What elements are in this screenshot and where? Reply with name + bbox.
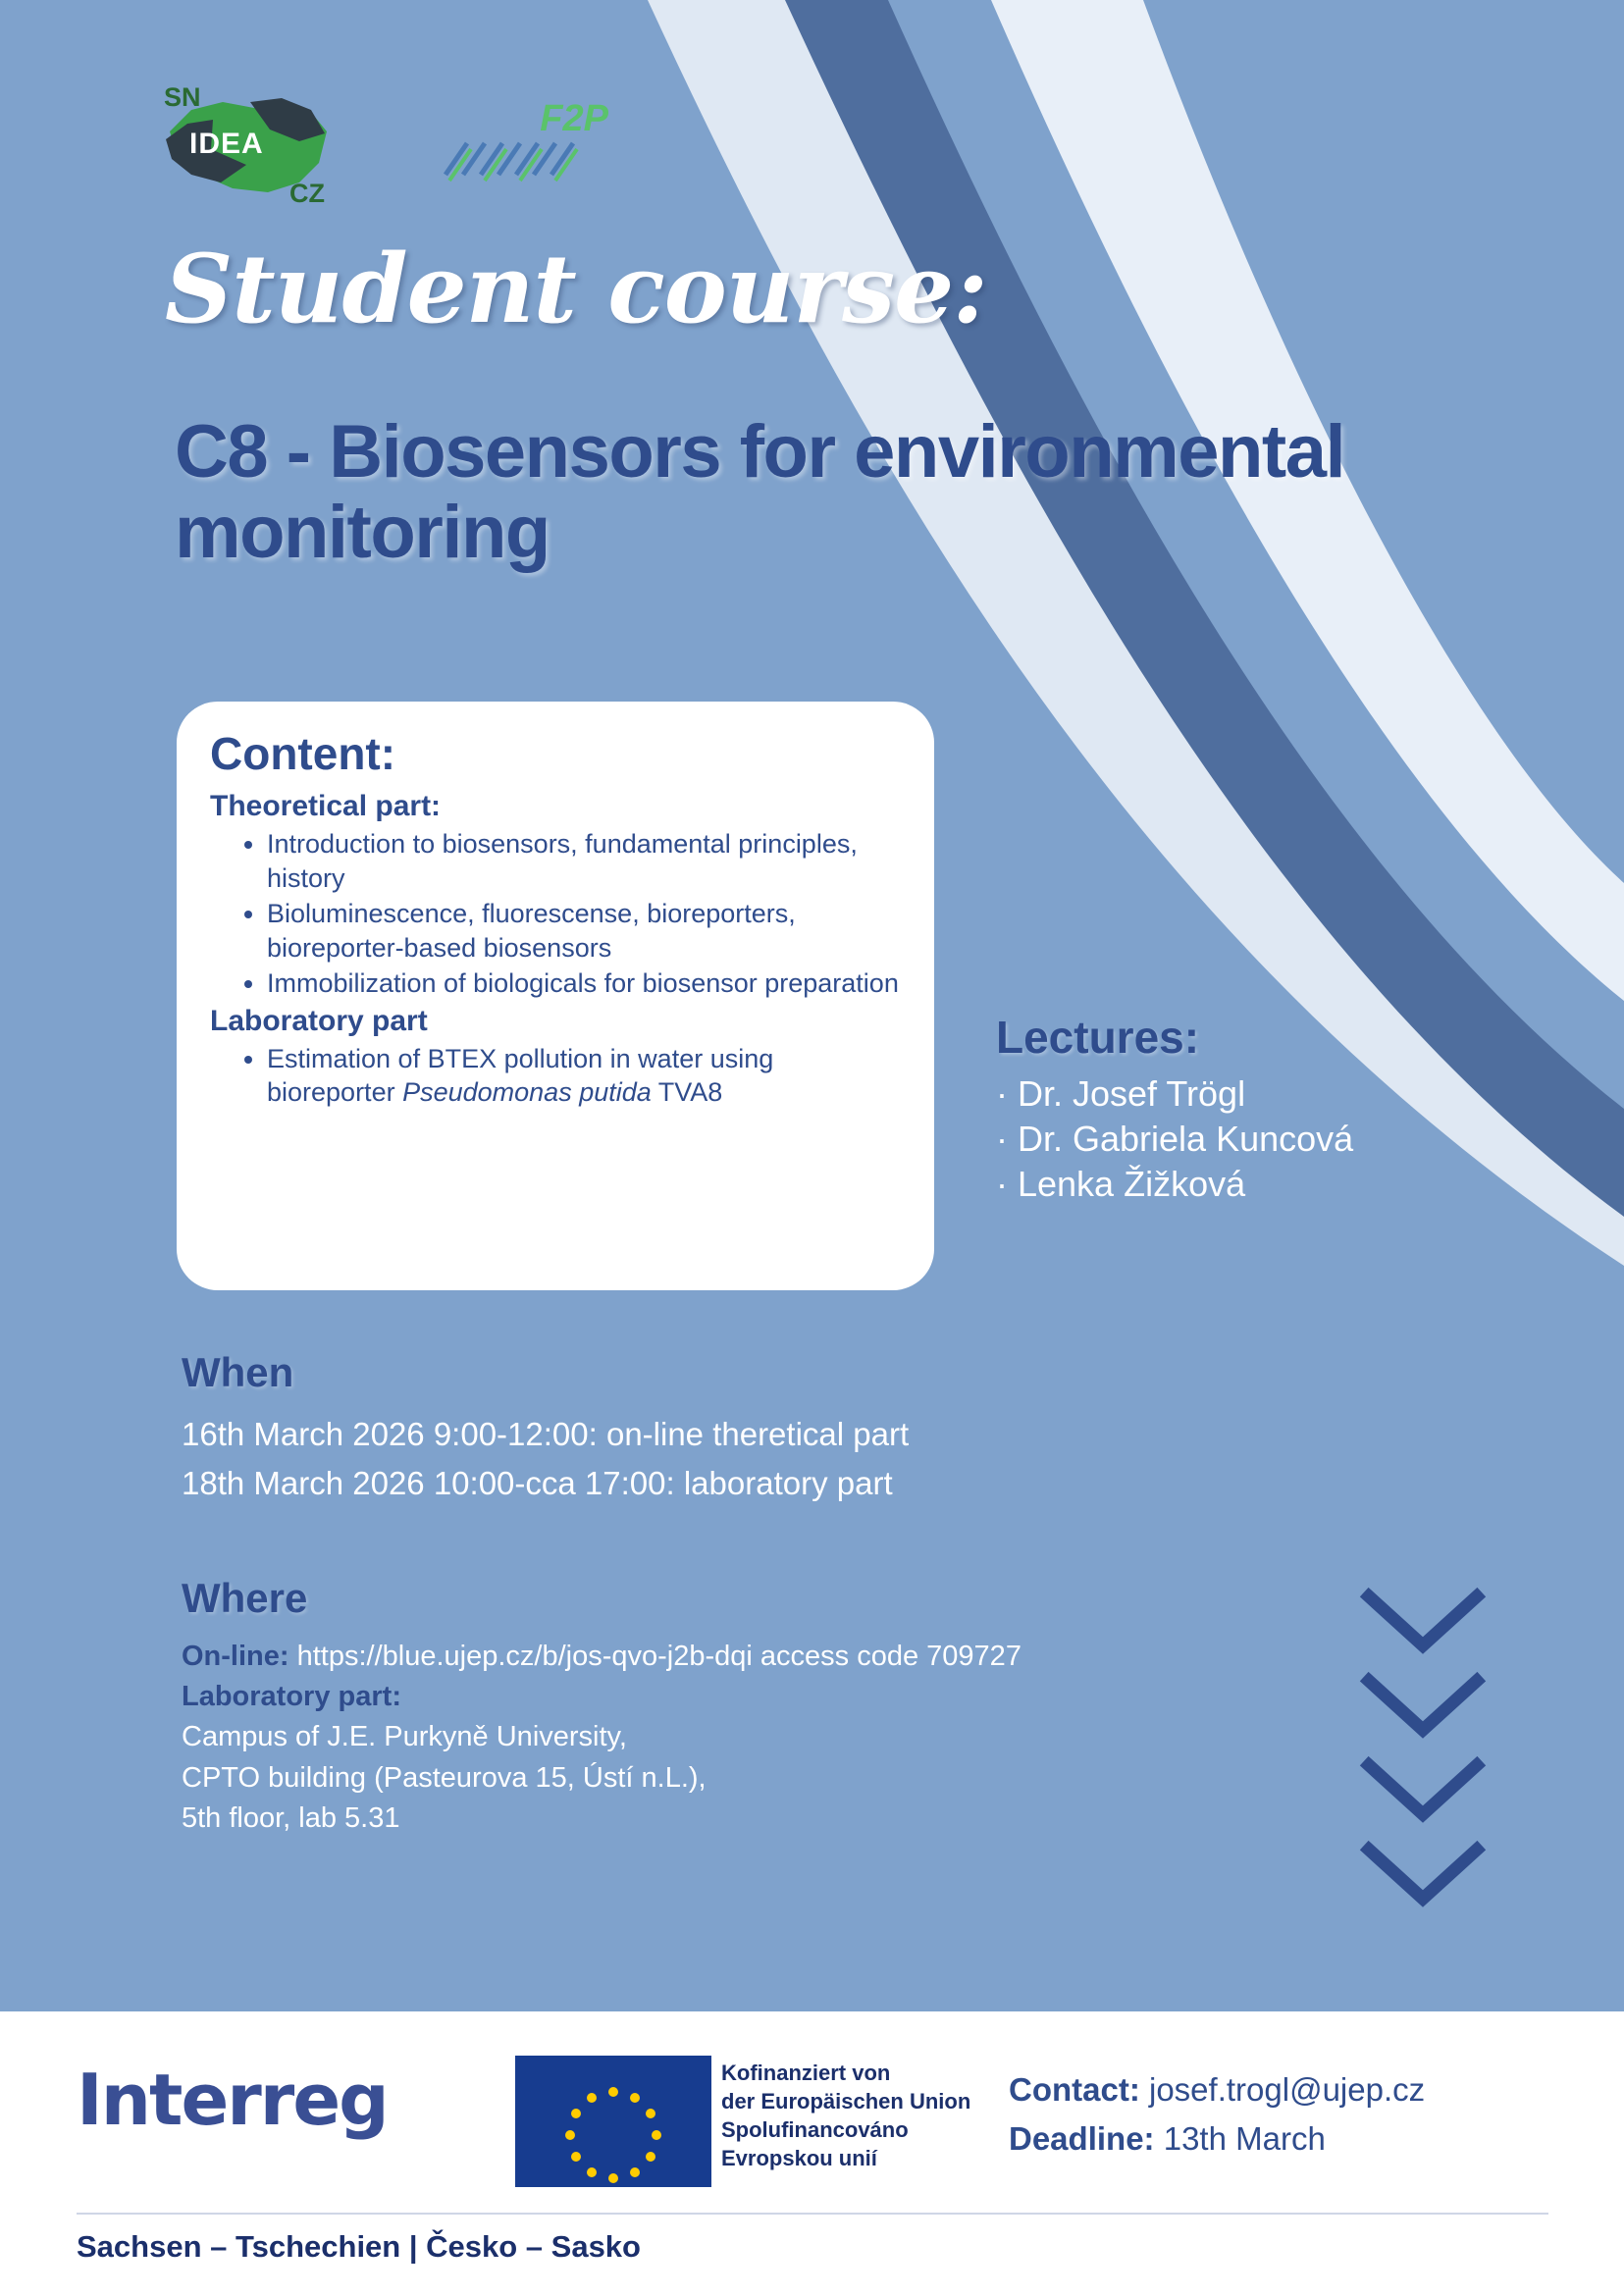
chevron-down-icon [1359,1753,1487,1830]
eu-funding-text [721,2059,970,2172]
lab-label: Laboratory part: [182,1681,401,1713]
footer-divider [77,2213,1548,2215]
when-lines [182,1413,909,1510]
lecturer: · Dr. Josef Trögl [996,1073,1246,1114]
list-item [267,1042,901,1110]
f2p-logo [442,98,608,196]
when-heading: When [182,1349,294,1395]
list-item: • Bioluminescence, fluorescense, bioreporters, bioreporter-based biosensors [267,897,901,965]
deadline-value: 13th March [1154,2119,1326,2157]
eu-text-line: der Europäischen Union [721,2089,971,2114]
eu-flag-icon [515,2056,711,2187]
eu-text-line: Spolufinancováno [721,2117,909,2143]
laboratory-list [267,1042,901,1110]
when-line: 16th March 2026 9:00-12:00: on-line theretical part [182,1416,910,1452]
chevron-down-icon [1359,1838,1487,1914]
contact-email[interactable]: josef.trogl@ujep.cz [1139,2071,1426,2108]
chevron-group [1359,1585,1487,1922]
lectures-block [996,1011,1526,1207]
lab-item-prefix: Estimation of BTEX pollution in water using bioreporter [267,1043,774,1108]
online-label: On-line: [182,1641,289,1672]
laboratory-heading: Laboratory part [210,1004,428,1037]
where-line: Campus of J.E. Purkyně University, [182,1721,627,1753]
where-online [182,1637,1261,1677]
content-card [177,702,934,1290]
deadline-label: Deadline: [1009,2119,1155,2157]
where-line: CPTO building (Pasteurova 15, Ústí n.L.), [182,1761,707,1794]
idea-sn-label: SN [164,82,201,112]
online-value[interactable]: https://blue.ujep.cz/b/jos-qvo-j2b-dqi access code 709727 [288,1641,1022,1672]
list-item: • Introduction to biosensors, fundamental principles, history [267,827,901,895]
eu-stars-icon [515,2056,711,2187]
lectures-heading: Lectures: [996,1012,1200,1063]
theoretical-list [267,827,901,1001]
eu-text-line: Evropskou unií [721,2146,877,2171]
theoretical-heading: Theoretical part: [210,790,442,822]
content-heading: Content: [210,728,396,779]
eu-text-line: Kofinanziert von [721,2061,891,2085]
contact-block [1009,2065,1425,2163]
where-line: 5th floor, lab 5.31 [182,1801,400,1834]
lecturer: · Lenka Žižková [996,1164,1246,1205]
page-title: C8 - Biosensors for environmental monitoring [175,410,1345,575]
idea-cz-label: CZ [289,179,325,208]
deadline-row [1009,2114,1425,2164]
idea-word-label: IDEA [189,128,264,160]
lecturer: · Dr. Gabriela Kuncová [996,1119,1354,1160]
contact-row [1009,2065,1425,2114]
script-title: Student course: [165,234,987,344]
where-lines [182,1637,1261,1839]
idea-logo [152,80,348,218]
chevron-down-icon [1359,1669,1487,1746]
f2p-stripes-icon [442,135,599,190]
lab-item-suffix: TVA8 [651,1077,723,1108]
footer-tagline: Sachsen – Tschechien | Česko – Sasko [77,2229,641,2264]
f2p-label: F2P [540,98,608,139]
footer [0,2011,1624,2296]
list-item: • Immobilization of biologicals for biosensor preparation [267,966,901,1001]
chevron-down-icon [1359,1585,1487,1661]
where-heading: Where [182,1575,308,1621]
contact-label: Contact: [1009,2071,1140,2108]
interreg-logo: Interreg [77,2059,388,2141]
when-line: 18th March 2026 10:00-cca 17:00: laboratory part [182,1464,893,1501]
logo-row [152,80,608,218]
lab-label-line [182,1677,1261,1717]
lab-item-species: Pseudomonas putida [402,1077,652,1108]
